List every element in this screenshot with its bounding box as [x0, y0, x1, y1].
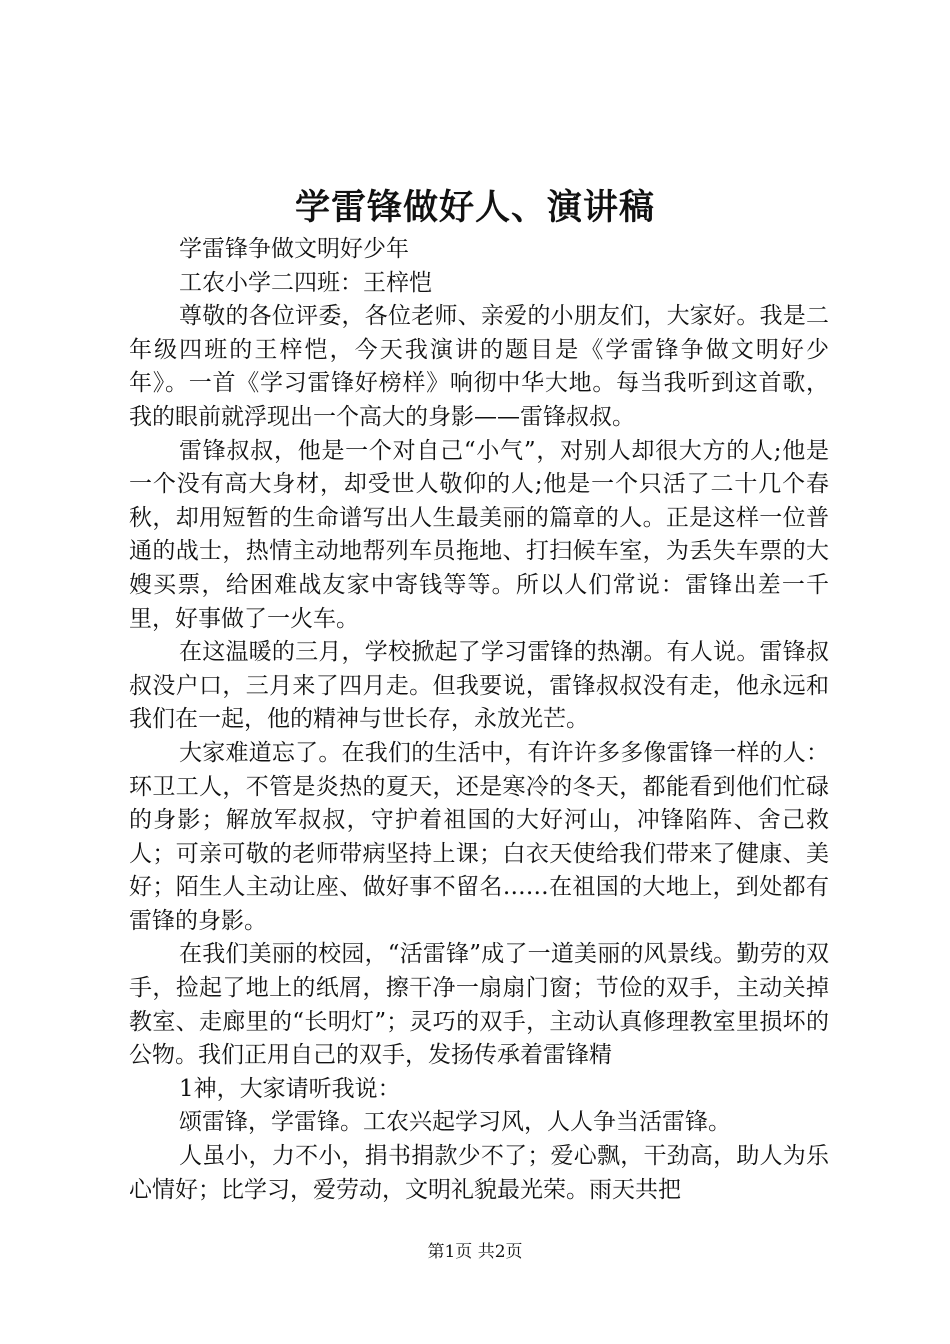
paragraph: 在这温暖的三月，学校掀起了学习雷锋的热潮。有人说。雷锋叔叔没户口，三月来了四月走。但我要说，雷锋叔叔没有走，他永远和我们在一起，他的精神与世长存，永放光芒。: [129, 639, 829, 733]
paragraph: 人虽小，力不小，捐书捐款少不了；爱心飘，干劲高，助人为乐心情好；比学习，爱劳动，文明礼貌最光荣。雨天共把: [129, 1143, 829, 1203]
paragraph: 颂雷锋，学雷锋。工农兴起学习风，人人争当活雷锋。: [179, 1109, 731, 1136]
page-footer: 第1页 共2页: [427, 1242, 523, 1262]
paragraph: 大家难道忘了。在我们的生活中，有许许多多像雷锋一样的人：环卫工人，不管是炎热的夏天，还是寒冷的冬天，都能看到他们忙碌的身影；解放军叔叔，守护着祖国的大好河山，冲锋陷阵、舍己救人；可亲可敬的老师带病坚持上课；白衣天使给我们带来了健康、美好；陌生人主动让座、做好事不留名……在祖国的大地上，到处都有雷锋的身影。: [129, 739, 829, 934]
document-body: [129, 233, 829, 1207]
paragraph: 雷锋叔叔，他是一个对自己“小气”，对别人却很大方的人;他是一个没有高大身材，却受世人敬仰的人;他是一个只活了二十几个春秋，却用短暂的生命谱写出人生最美丽的篇章的人。正是这样一位普通的战士，热情主动地帮列车员拖地、打扫候车室，为丢失车票的大嫂买票，给困难战友家中寄钱等等。所以人们常说：雷锋出差一千里，好事做了一火车。: [129, 437, 829, 632]
paragraph-subtitle: 学雷锋争做文明好少年: [179, 236, 409, 262]
paragraph: 在我们美丽的校园，“活雷锋”成了一道美丽的风景线。勤劳的双手，捡起了地上的纸屑，擦干净一扇扇门窗；节俭的双手，主动关掉教室、走廊里的“长明灯”；灵巧的双手，主动认真修理教室里损坏的公物。我们正用自己的双手，发扬传承着雷锋精: [129, 941, 829, 1069]
paragraph-author: 工农小学二四班：王梓恺: [179, 269, 432, 296]
paragraph: 尊敬的各位评委，各位老师、亲爱的小朋友们，大家好。我是二年级四班的王梓恺，今天我演讲的题目是《学雷锋争做文明好少年》。一首《学习雷锋好榜样》响彻中华大地。每当我听到这首歌，我的眼前就浮现出一个高大的身影——雷锋叔叔。: [129, 303, 829, 430]
document-title: 学雷锋做好人、演讲稿: [294, 187, 655, 228]
paragraph: 1神，大家请听我说：: [179, 1075, 401, 1102]
